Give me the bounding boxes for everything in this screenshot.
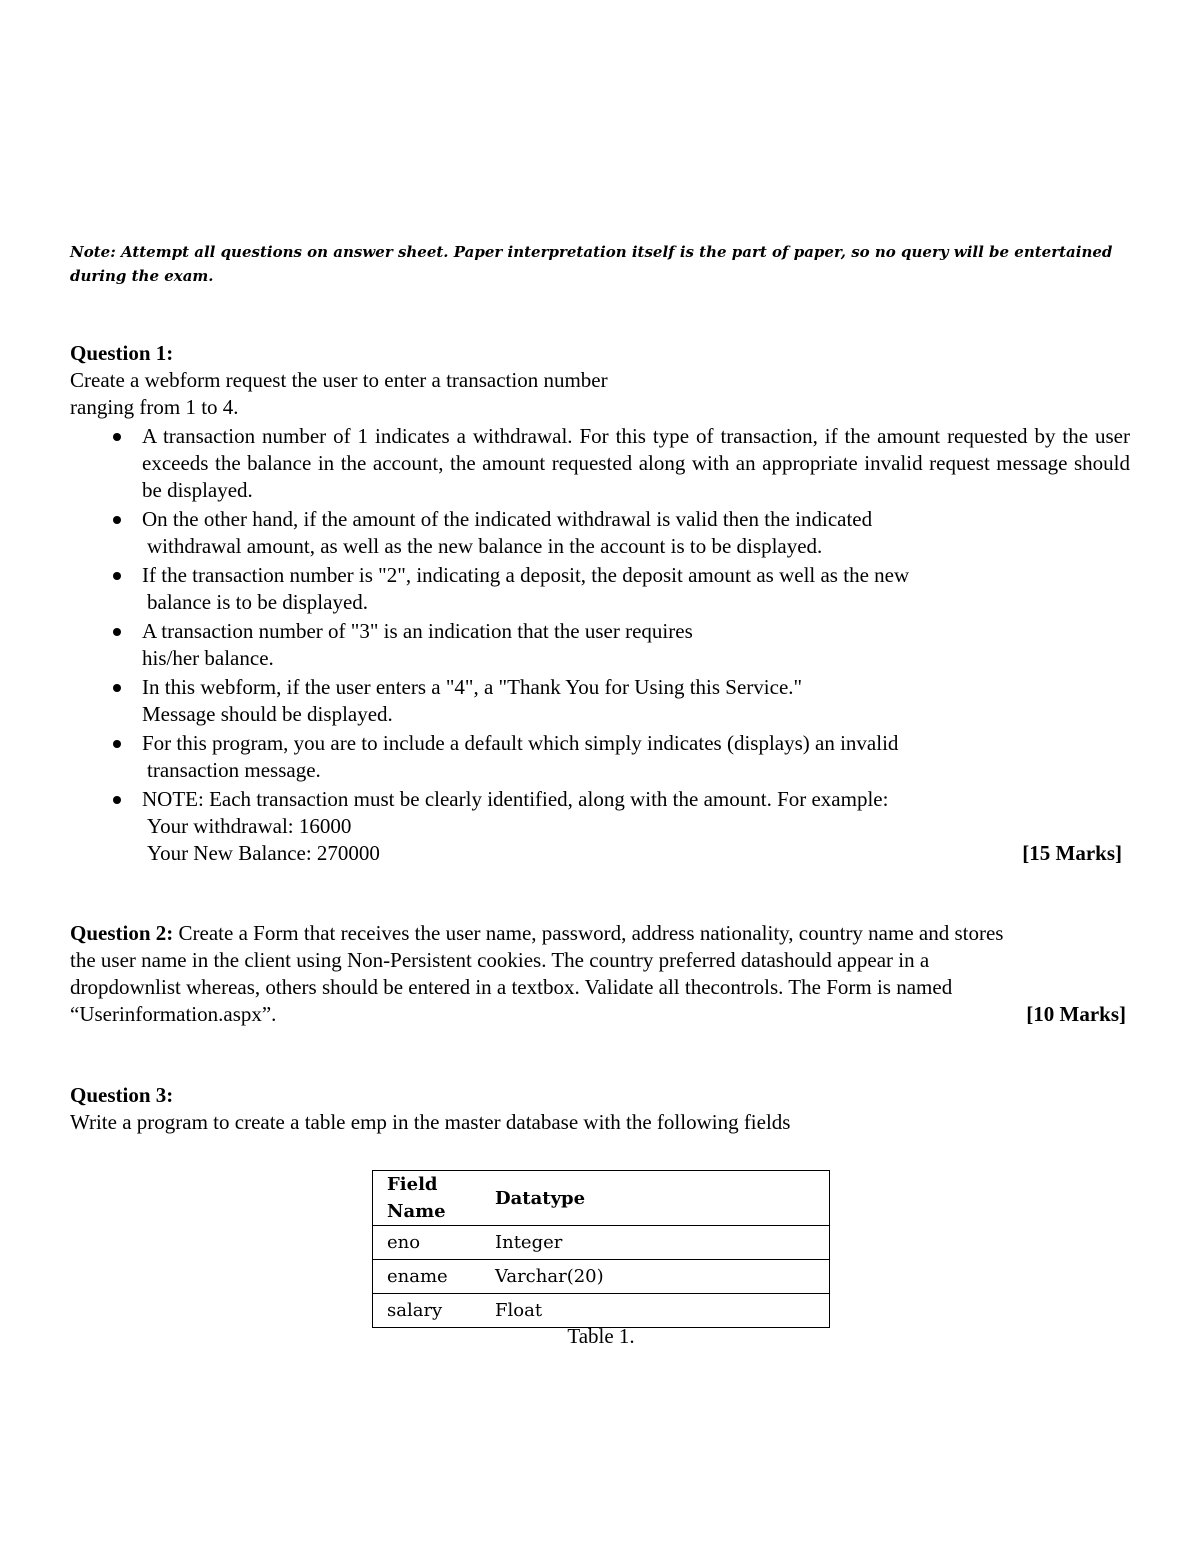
question-1-marks-text: [15 Marks] — [1022, 841, 1122, 865]
datatype-cell: Float — [495, 1294, 830, 1328]
bullet-text: balance is to be displayed. — [147, 590, 369, 614]
header-field-name: Field Name — [373, 1171, 496, 1226]
question-1 — [70, 340, 1130, 869]
bullet-item — [70, 506, 1130, 560]
question-1-intro-line-2: ranging from 1 to 4. — [70, 395, 239, 419]
bullet-text: If the transaction number is "2", indicating a deposit, the deposit amount as well as the new — [142, 563, 910, 587]
bullet-text: Message should be displayed. — [142, 702, 393, 726]
table-header-row — [373, 1171, 830, 1226]
bullet-text: transaction message. — [147, 758, 321, 782]
table-row — [373, 1226, 830, 1260]
bullet-text: withdrawal amount, as well as the new balance in the account is to be displayed. — [147, 534, 823, 558]
field-name-cell: salary — [373, 1294, 496, 1328]
question-1-marks — [1022, 840, 1122, 867]
question-2-line-1 — [70, 920, 1126, 947]
example-withdrawal: Your withdrawal: 16000 — [147, 814, 352, 838]
question-2-last-row — [70, 1001, 1126, 1028]
bullet-text: In this webform, if the user enters a "4", a "Thank You for Using this Service." — [142, 675, 803, 699]
bullet-text: A transaction number of 1 indicates a withdrawal. For this type of transaction, if the amount requested by the user exceeds the balance in the account, the amount requested along with an appropriate invalid request message should be displayed. — [142, 424, 1130, 502]
table-caption: Table 1. — [567, 1324, 635, 1348]
exam-note: Note: Attempt all questions on answer sheet. Paper interpretation itself is the part of paper, so no query will be entertained during the exam. — [70, 243, 1113, 285]
question-1-intro-line-1: Create a webform request the user to enter a transaction number — [70, 368, 608, 392]
bullet-item — [70, 730, 1130, 784]
datatype-cell: Integer — [495, 1226, 830, 1260]
question-2-line-2: the user name in the client using Non-Persistent cookies. The country preferred datashould appear in a — [70, 948, 930, 972]
question-2-marks — [1026, 1001, 1126, 1028]
question-2 — [70, 920, 1126, 1028]
question-2-marks-text: [10 Marks] — [1026, 1002, 1126, 1026]
bullet-text: A transaction number of "3" is an indication that the user requires — [142, 619, 693, 643]
datatype-cell: Varchar(20) — [495, 1260, 830, 1294]
question-2-line-4: “Userinformation.aspx”. — [70, 1002, 277, 1026]
table-row — [373, 1260, 830, 1294]
bullet-item — [70, 562, 1130, 616]
question-1-bullet-list — [70, 423, 1130, 867]
emp-fields-table — [372, 1170, 830, 1328]
bullet-text: On the other hand, if the amount of the indicated withdrawal is valid then the indicated — [142, 507, 873, 531]
question-3-text: Write a program to create a table emp in the master database with the following fields — [70, 1110, 791, 1134]
question-3 — [70, 1082, 1130, 1136]
example-new-balance: Your New Balance: 270000 — [147, 841, 380, 865]
bullet-text: his/her balance. — [142, 646, 274, 670]
bullet-item — [70, 786, 1130, 867]
field-name-cell: ename — [373, 1260, 496, 1294]
question-2-text-1: Create a Form that receives the user name, password, address nationality, country name and stores — [173, 921, 1004, 945]
bullet-text: For this program, you are to include a default which simply indicates (displays) an invalid — [142, 731, 899, 755]
header-datatype: Datatype — [495, 1171, 830, 1226]
bullet-item — [70, 423, 1130, 504]
bullet-item — [70, 674, 1130, 728]
field-name-cell: eno — [373, 1226, 496, 1260]
example-balance-row — [142, 840, 1130, 867]
question-2-title: Question 2: — [70, 921, 174, 945]
question-1-title: Question 1: — [70, 341, 174, 365]
bullet-text: NOTE: Each transaction must be clearly identified, along with the amount. For example: — [142, 787, 889, 811]
question-3-title: Question 3: — [70, 1083, 174, 1107]
bullet-item — [70, 618, 1130, 672]
question-2-line-3: dropdownlist whereas, others should be entered in a textbox. Validate all thecontrols. The Form is named — [70, 975, 953, 999]
